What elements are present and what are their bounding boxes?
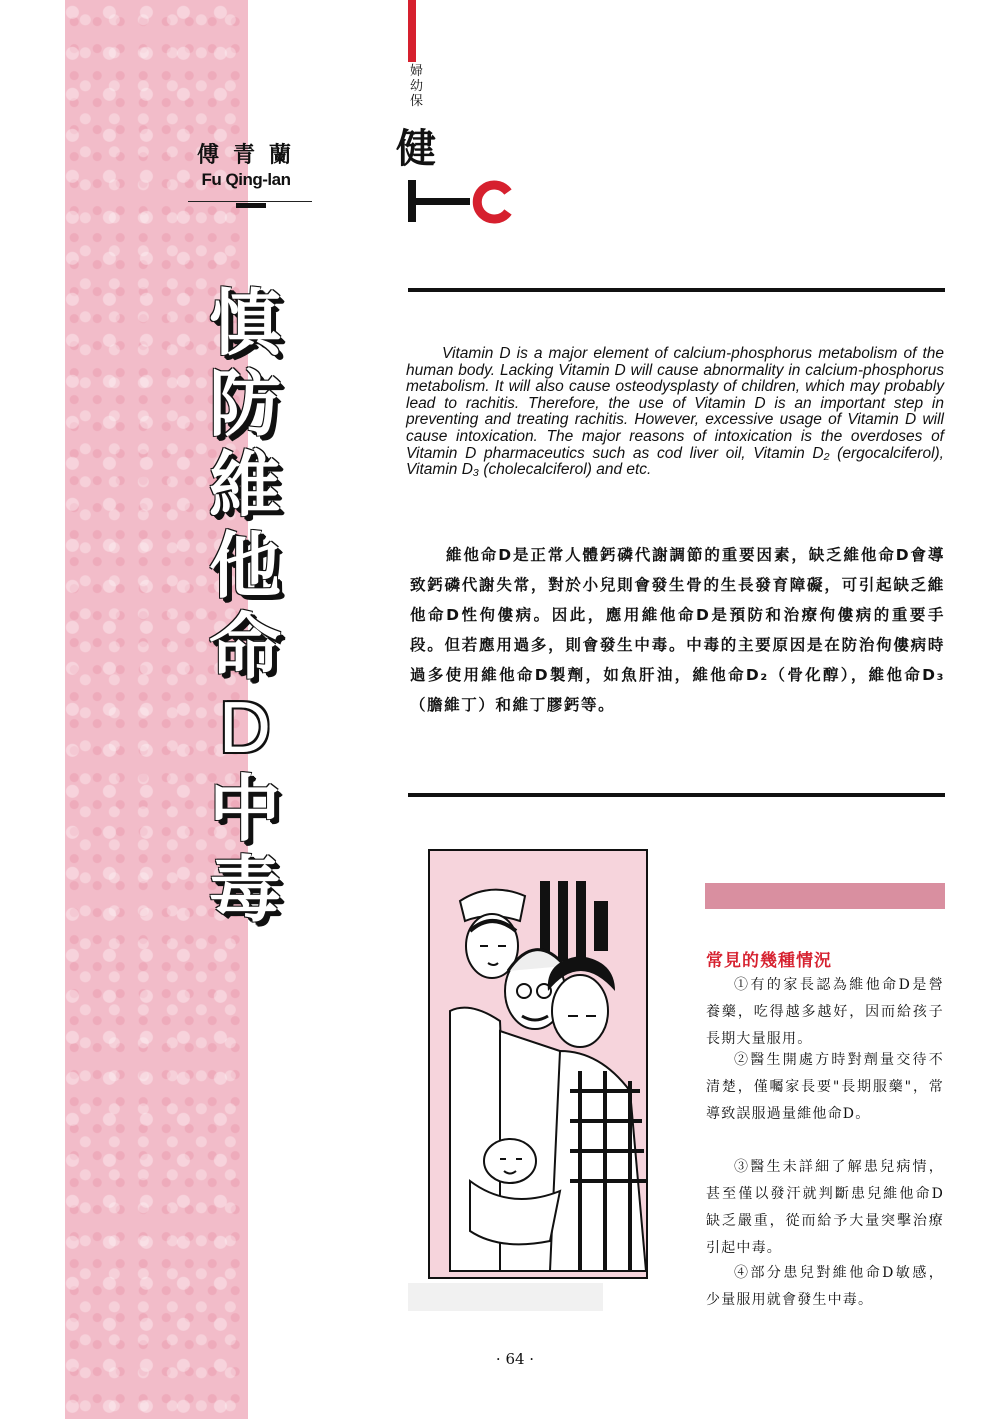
illustration-drawing [430, 851, 646, 1277]
sidebar-list-item: ③醫生未詳細了解患兒病情，甚至僅以發汗就判斷患兒維他命D缺乏嚴重，從而給予大量突擊治療引起中毒。 [706, 1159, 944, 1256]
author-name-english: Fu Qing-lan [201, 170, 291, 189]
brand-c-logo-icon [470, 180, 514, 224]
brand-red-line [408, 0, 416, 62]
title-char: 慎 [208, 281, 281, 365]
title-char: 中 [208, 767, 281, 851]
article-title [205, 283, 285, 931]
title-char: D [219, 688, 271, 768]
title-char: 他 [208, 524, 281, 608]
column-label: 婦幼保 [410, 64, 424, 109]
sidebar-list-item: ④部分患兒對維他命D敏感，少量服用就會發生中毒。 [706, 1265, 944, 1308]
page-number: · 64 · [495, 1350, 535, 1368]
illustration-caption-bar [408, 1283, 603, 1311]
author-rule [188, 201, 312, 202]
title-char: 維 [208, 443, 281, 527]
english-abstract: Vitamin D is a major element of calcium-phosphorus metabolism of the human body. Lacking Vitamin D will cause abnormality in calcium-phosphorus metabolism. It will also cause osteodysplasty of children, which may probably lead to rachitis. Therefore, the use of Vitamin D is an important step in preventing and treating rachitis. However, excessive usage of Vitamin D will cause intoxication. The major reasons of intoxication is the overdoses of Vitamin D pharmaceutics such as cod liver oil, Vitamin D₂ (ergocalciferol), Vitamin D₃ (cholecalciferol) and etc. [406, 345, 944, 479]
brand-black-bar [416, 198, 470, 205]
title-char: 毒 [208, 848, 281, 932]
rule-top [408, 288, 945, 292]
column-big-char: 健 [396, 126, 436, 172]
author-name-chinese: 傅青蘭 [196, 143, 305, 168]
illustration-family-doctor [428, 849, 648, 1279]
chinese-body-text: 維他命D是正常人體鈣磷代謝調節的重要因素，缺乏維他命D會導致鈣磷代謝失常，對於小兒則會發生骨的生長發育障礙，可引起缺乏維他命D性佝僂病。因此，應用維他命D是預防和治療佝僂病的重要手段。但若應用過多，則會發生中毒。中毒的主要原因是在防治佝僂病時過多使用維他命D製劑，如魚肝油，維他命D₂（骨化醇），維他命D₃（膽維丁）和維丁膠鈣等。 [410, 546, 945, 714]
title-char: 防 [208, 362, 281, 446]
author-rule-mark [236, 203, 266, 208]
sidebar-heading: 常見的幾種情況 [706, 951, 832, 971]
rule-middle [408, 793, 945, 797]
sidebar-list-item: ①有的家長認為維他命D是營養藥，吃得越多越好，因而給孩子長期大量服用。 [706, 977, 944, 1047]
sidebar-list-item: ②醫生開處方時對劑量交待不清楚，僅囑家長要"長期服藥"，常導致誤服過量維他命D。 [706, 1052, 944, 1122]
title-char: 命 [208, 605, 281, 689]
brand-black-line [408, 180, 416, 222]
sidebar-header-bar [705, 883, 945, 909]
